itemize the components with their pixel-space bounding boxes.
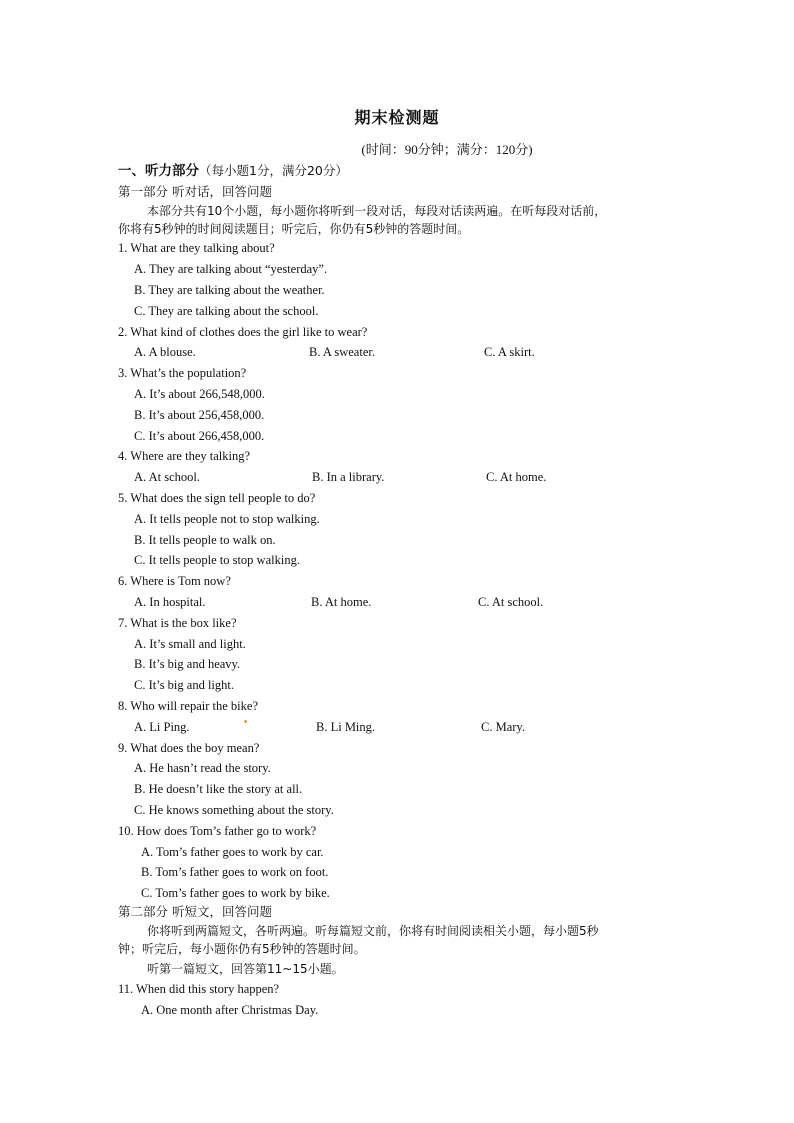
q5-option-c: C. It tells people to stop walking. xyxy=(134,553,300,567)
q9-option-a: A. He hasn’t read the story. xyxy=(134,761,271,775)
part1-instructions-line2: 你将有5秒钟的时间阅读题目；听完后，你仍有5秒钟的答题时间。 xyxy=(118,222,470,236)
q1-option-a: A. They are talking about “yesterday”. xyxy=(134,262,328,276)
q6-option-c: C. At school. xyxy=(478,595,544,609)
q7-option-c: C. It’s big and light. xyxy=(134,678,234,692)
part2-instructions-line1: 你将听到两篇短文，各听两遍。听每篇短文前，你将有时间阅读相关小题，每小题5秒 xyxy=(147,924,599,938)
q5-option-a: A. It tells people not to stop walking. xyxy=(134,512,320,526)
stray-mark xyxy=(244,720,247,723)
q2-option-a: A. A blouse. xyxy=(134,345,196,359)
page-subtitle: (时间：90分钟；满分：120分) xyxy=(361,142,533,157)
q3-option-c: C. It’s about 266,458,000. xyxy=(134,429,265,443)
section-title: 一、听力部分 xyxy=(118,163,199,179)
q3-option-b: B. It’s about 256,458,000. xyxy=(134,408,265,422)
question-2: 2. What kind of clothes does the girl like to wear? xyxy=(118,325,368,339)
question-3: 3. What’s the population? xyxy=(118,366,247,380)
q4-option-c: C. At home. xyxy=(486,470,547,484)
question-10: 10. How does Tom’s father go to work? xyxy=(118,824,317,838)
question-5: 5. What does the sign tell people to do? xyxy=(118,491,316,505)
q10-option-b: B. Tom’s father goes to work on foot. xyxy=(141,865,329,879)
q2-option-b: B. A sweater. xyxy=(309,345,375,359)
q7-option-a: A. It’s small and light. xyxy=(134,637,246,651)
passage1-note: 听第一篇短文，回答第11~15小题。 xyxy=(147,962,344,976)
part2-instructions-line2: 钟；听完后，每小题你仍有5秒钟的答题时间。 xyxy=(118,942,366,956)
question-8: 8. Who will repair the bike? xyxy=(118,699,259,713)
q9-option-c: C. He knows something about the story. xyxy=(134,803,334,817)
q8-option-c: C. Mary. xyxy=(481,720,525,734)
q7-option-b: B. It’s big and heavy. xyxy=(134,657,241,671)
q1-option-c: C. They are talking about the school. xyxy=(134,304,319,318)
section-note: （每小题1分，满分20分） xyxy=(199,163,348,178)
question-6: 6. Where is Tom now? xyxy=(118,574,231,588)
q10-option-c: C. Tom’s father goes to work by bike. xyxy=(141,886,330,900)
q9-option-b: B. He doesn’t like the story at all. xyxy=(134,782,303,796)
q8-option-b: B. Li Ming. xyxy=(316,720,376,734)
q4-option-b: B. In a library. xyxy=(312,470,385,484)
question-9: 9. What does the boy mean? xyxy=(118,741,260,755)
section-heading xyxy=(118,163,348,179)
q10-option-a: A. Tom’s father goes to work by car. xyxy=(141,845,324,859)
q11-option-a: A. One month after Christmas Day. xyxy=(141,1003,319,1017)
question-7: 7. What is the box like? xyxy=(118,616,237,630)
q6-option-b: B. At home. xyxy=(311,595,372,609)
part1-instructions-line1: 本部分共有10个小题，每小题你将听到一段对话，每段对话读两遍。在听每段对话前， xyxy=(147,204,607,218)
q8-option-a: A. Li Ping. xyxy=(134,720,190,734)
q2-option-c: C. A skirt. xyxy=(484,345,535,359)
question-4: 4. Where are they talking? xyxy=(118,449,251,463)
q6-option-a: A. In hospital. xyxy=(134,595,206,609)
q4-option-a: A. At school. xyxy=(134,470,200,484)
part2-heading: 第二部分 听短文，回答问题 xyxy=(118,904,272,919)
q5-option-b: B. It tells people to walk on. xyxy=(134,533,276,547)
page-title: 期末检测题 xyxy=(354,108,440,127)
question-11: 11. When did this story happen? xyxy=(118,982,280,996)
question-1: 1. What are they talking about? xyxy=(118,241,275,255)
q1-option-b: B. They are talking about the weather. xyxy=(134,283,325,297)
part1-heading: 第一部分 听对话，回答问题 xyxy=(118,184,272,199)
q3-option-a: A. It’s about 266,548,000. xyxy=(134,387,265,401)
